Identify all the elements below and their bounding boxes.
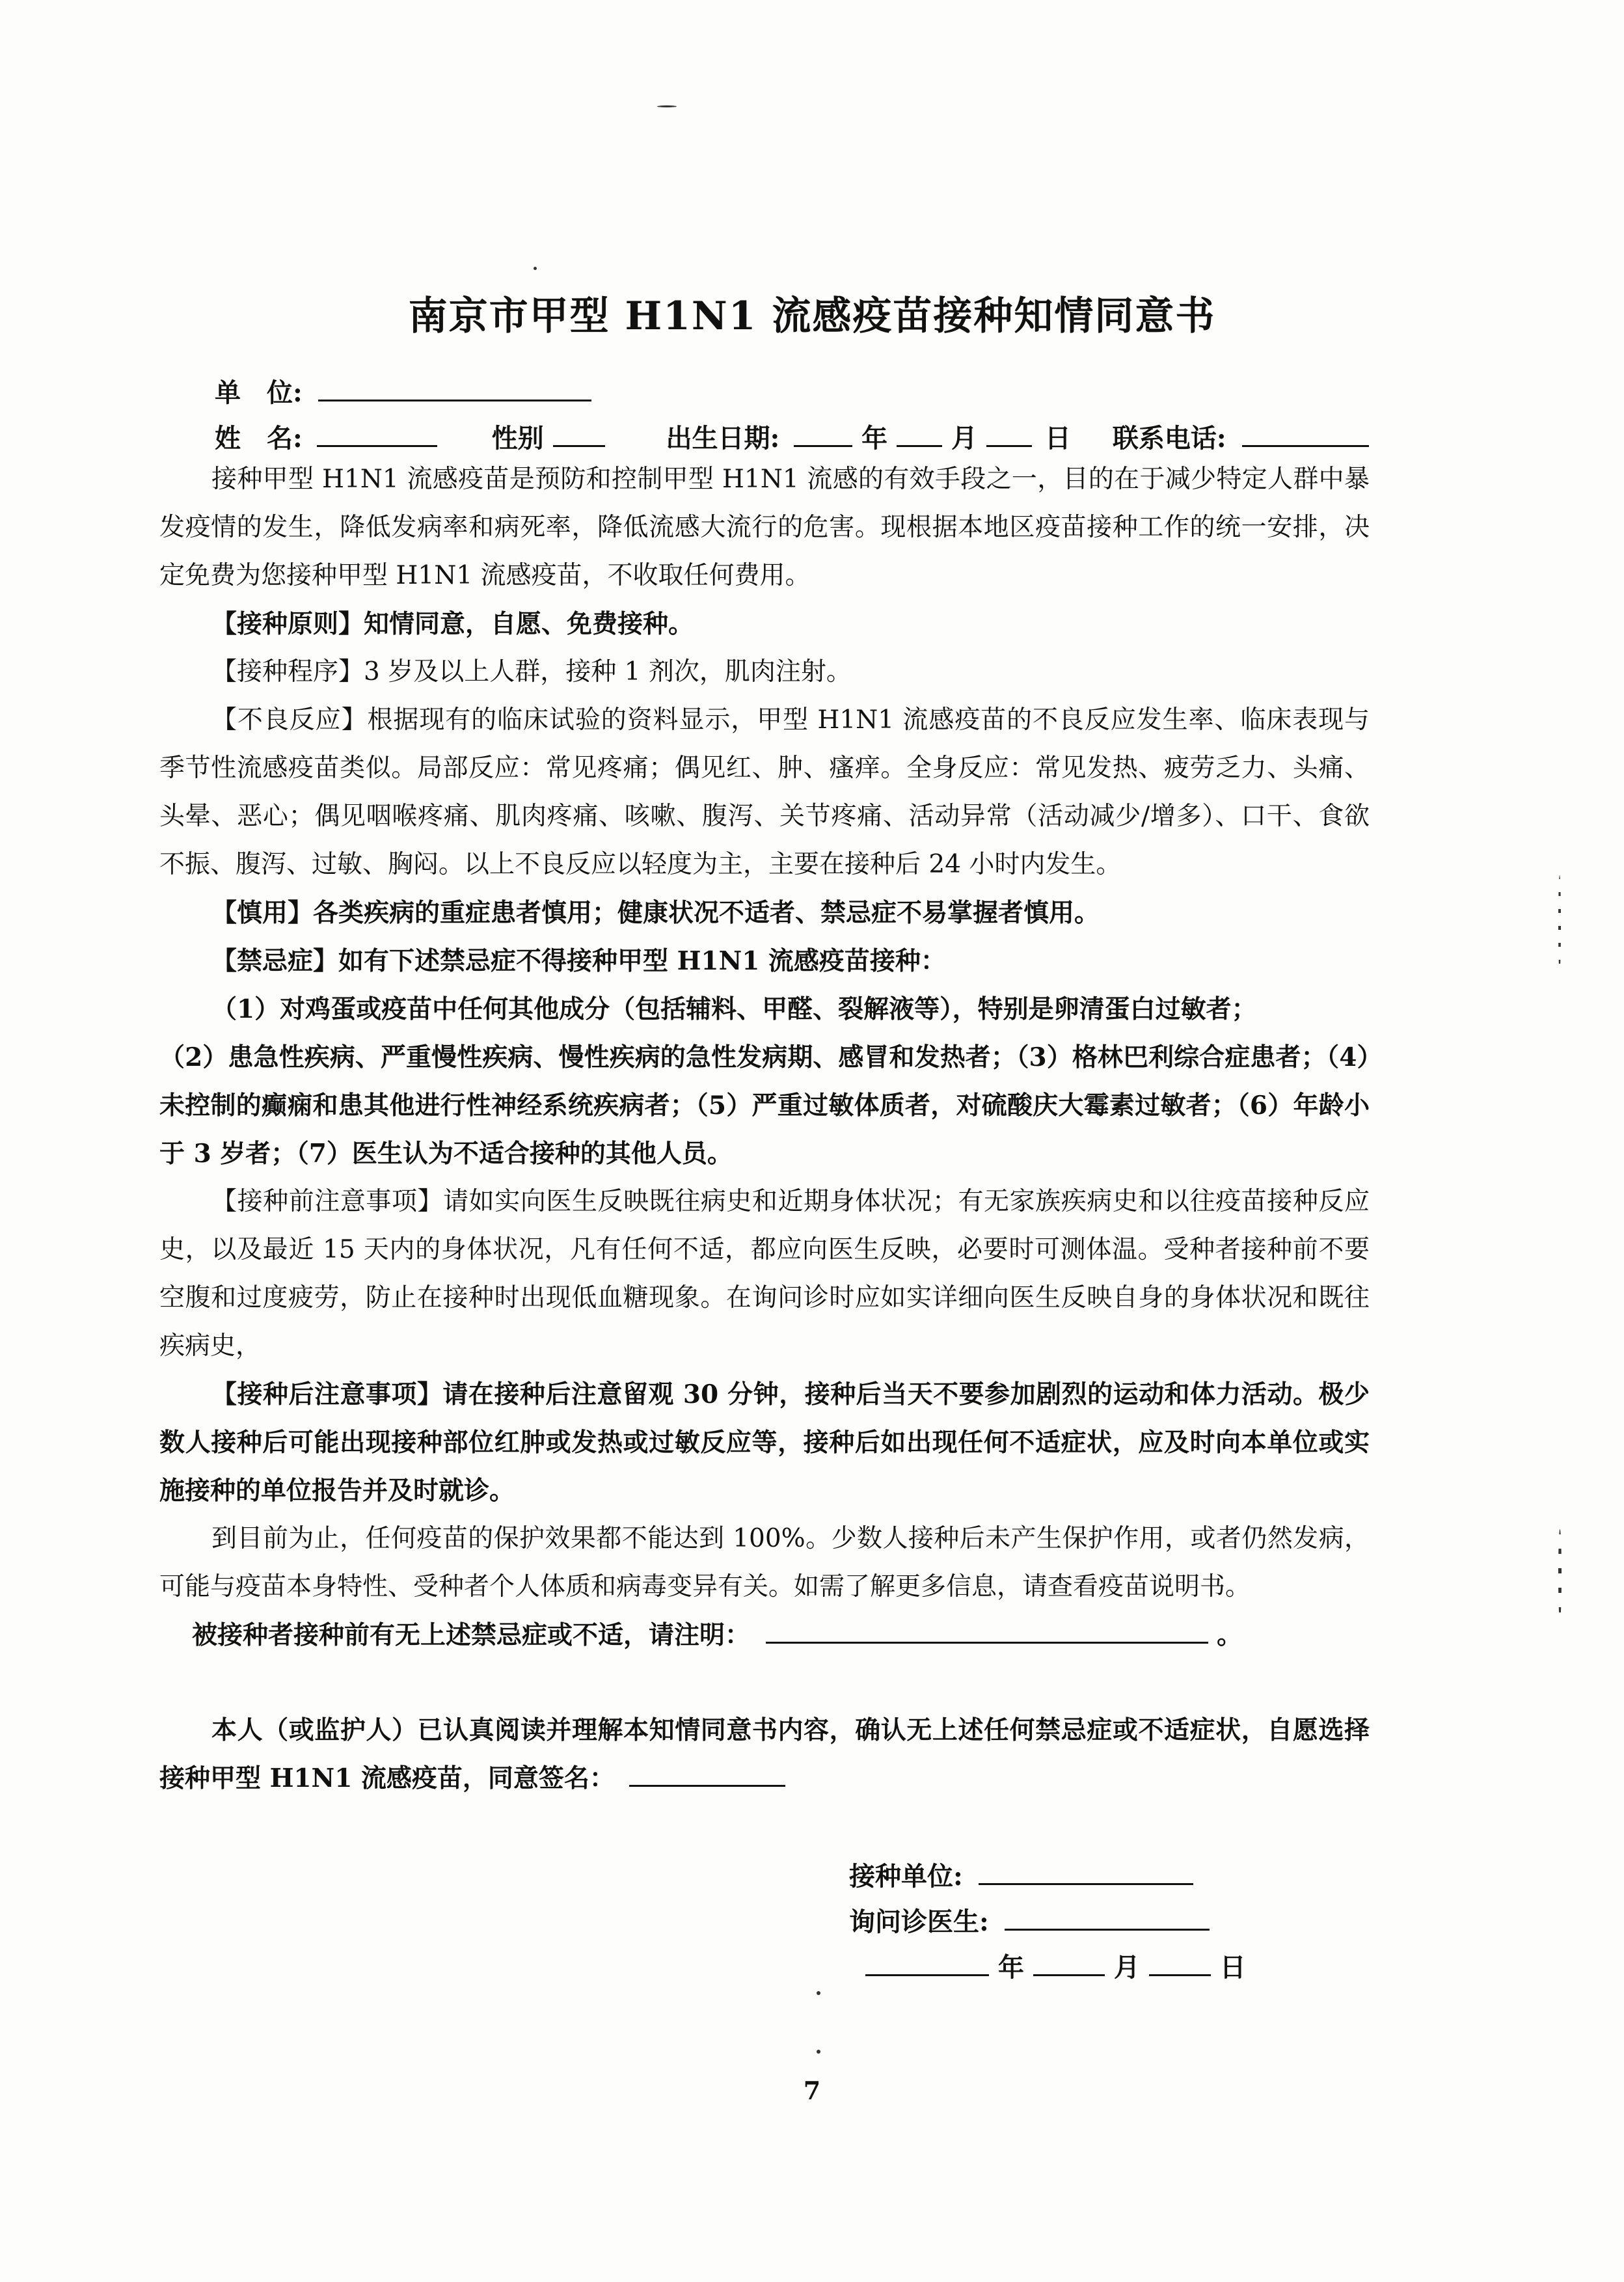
page-number: 7	[803, 2076, 821, 2105]
doctor-row	[849, 1901, 1210, 1938]
consent-paragraph	[159, 1706, 1370, 1802]
scan-speck	[817, 1991, 820, 1995]
contraindication-items-rest: （2）患急性疾病、严重慢性疾病、慢性疾病的急性发病期、感冒和发热者；（3）格林巴利综合症患者；（4）未控制的癫痫和患其他进行性神经系统疾病者；（5）严重过敏体质者，对硫酸庆大霉素过敏者；（6）年龄小于 3 岁者；（7）医生认为不适合接种的其他人员。	[159, 1042, 1370, 1169]
sign-day-field[interactable]	[1149, 1951, 1211, 1976]
scan-speck	[1558, 875, 1561, 973]
principle-paragraph: 【接种原则】知情同意，自愿、免费接种。	[211, 609, 694, 639]
sign-year-field[interactable]	[865, 1951, 989, 1976]
scan-speck	[1558, 1529, 1562, 1620]
birth-month-unit: 月	[951, 423, 978, 454]
sign-year-unit: 年	[997, 1952, 1024, 1983]
birth-year-unit: 年	[861, 423, 888, 454]
birth-label: 出生日期:	[666, 423, 780, 454]
phone-field[interactable]	[1242, 422, 1369, 447]
body-content	[159, 455, 1370, 1802]
gender-field[interactable]	[553, 422, 605, 447]
doctor-label: 询问诊医生:	[849, 1907, 989, 1937]
scan-speck	[657, 105, 677, 107]
unit-label: 单 位:	[215, 377, 303, 408]
query-row	[159, 1611, 1370, 1659]
sign-date-row	[865, 1947, 1246, 1984]
after-vaccination-paragraph: 【接种后注意事项】请在接种后注意留观 30 分钟，接种后当天不要参加剧烈的运动和体力活动。极少数人接种后可能出现接种部位红肿或发热或过敏反应等，接种后如出现任何不适症状，应及时向本单位或实施接种的单位报告并及时就诊。	[159, 1379, 1370, 1506]
birth-month-field[interactable]	[897, 422, 942, 447]
procedure-paragraph: 【接种程序】3 岁及以上人群，接种 1 剂次，肌肉注射。	[211, 657, 852, 686]
scan-speck	[817, 2050, 820, 2054]
intro-paragraph: 接种甲型 H1N1 流感疫苗是预防和控制甲型 H1N1 流感的有效手段之一，目的在于减少特定人群中暴发疫情的发生，降低发病率和病死率，降低流感大流行的危害。现根据本地区疫苗接种工作的统一安排，决定免费为您接种甲型 H1N1 流感疫苗，不收取任何费用。	[159, 465, 1370, 590]
efficacy-paragraph: 到目前为止，任何疫苗的保护效果都不能达到 100%。少数人接种后未产生保护作用，或者仍然发病，可能与疫苗本身特性、受种者个人体质和病毒变异有关。如需了解更多信息，请查看疫苗说明书。	[159, 1524, 1370, 1601]
vaccination-unit-field[interactable]	[979, 1860, 1193, 1885]
gender-label: 性别	[491, 423, 544, 454]
consent-text: 本人（或监护人）已认真阅读并理解本知情同意书内容，确认无上述任何禁忌症或不适症状，自愿选择接种甲型 H1N1 流感疫苗，同意签名：	[159, 1715, 1370, 1793]
personal-info-row	[215, 418, 1369, 455]
birth-year-field[interactable]	[794, 422, 852, 447]
consent-signature-field[interactable]	[629, 1761, 785, 1787]
phone-label: 联系电话:	[1112, 423, 1226, 454]
vaccination-unit-label: 接种单位:	[849, 1861, 963, 1892]
sign-month-field[interactable]	[1033, 1951, 1105, 1976]
name-label: 姓 名:	[215, 423, 303, 454]
birth-day-unit: 日	[1044, 423, 1071, 454]
query-label: 被接种者接种前有无上述禁忌症或不适，请注明：	[192, 1620, 751, 1650]
sign-day-unit: 日	[1219, 1952, 1246, 1983]
adverse-paragraph: 【不良反应】根据现有的临床试验的资料显示，甲型 H1N1 流感疫苗的不良反应发生率、临床表现与季节性流感疫苗类似。局部反应：常见疼痛；偶见红、肿、瘙痒。全身反应：常见发热、疲劳乏力、头痛、头晕、恶心；偶见咽喉疼痛、肌肉疼痛、咳嗽、腹泻、关节疼痛、活动异常（活动减少/增多）、口干、食欲不振、腹泻、过敏、胸闷。以上不良反应以轻度为主，主要在接种后 24 小时内发生。	[159, 705, 1370, 879]
document-title: 南京市甲型 H1N1 流感疫苗接种知情同意书	[408, 293, 1216, 339]
scan-speck	[534, 267, 537, 270]
name-field[interactable]	[317, 422, 437, 447]
unit-row	[215, 372, 591, 409]
doctor-field[interactable]	[1005, 1905, 1210, 1931]
sign-month-unit: 月	[1113, 1952, 1140, 1983]
contraindication-item-1: （1）对鸡蛋或疫苗中任何其他成分（包括辅料、甲醛、裂解液等），特别是卵清蛋白过敏者；	[211, 994, 1257, 1024]
query-field[interactable]	[766, 1618, 1208, 1644]
contraindication-heading: 【禁忌症】如有下述禁忌症不得接种甲型 H1N1 流感疫苗接种：	[211, 946, 946, 976]
birth-day-field[interactable]	[986, 422, 1032, 447]
query-end: 。	[1217, 1620, 1243, 1650]
vaccination-unit-row	[849, 1856, 1193, 1893]
before-vaccination-paragraph: 【接种前注意事项】请如实向医生反映既往病史和近期身体状况；有无家族疾病史和以往疫苗接种反应史，以及最近 15 天内的身体状况，凡有任何不适，都应向医生反映，必要时可测体温。受种者接种前不要空腹和过度疲劳，防止在接种时出现低血糖现象。在询问诊时应如实详细向医生反映自身的身体状况和既往疾病史，	[159, 1187, 1370, 1361]
caution-paragraph: 【慎用】各类疾病的重症患者慎用；健康状况不适者、禁忌症不易掌握者慎用。	[211, 898, 1100, 928]
unit-field[interactable]	[318, 376, 591, 401]
